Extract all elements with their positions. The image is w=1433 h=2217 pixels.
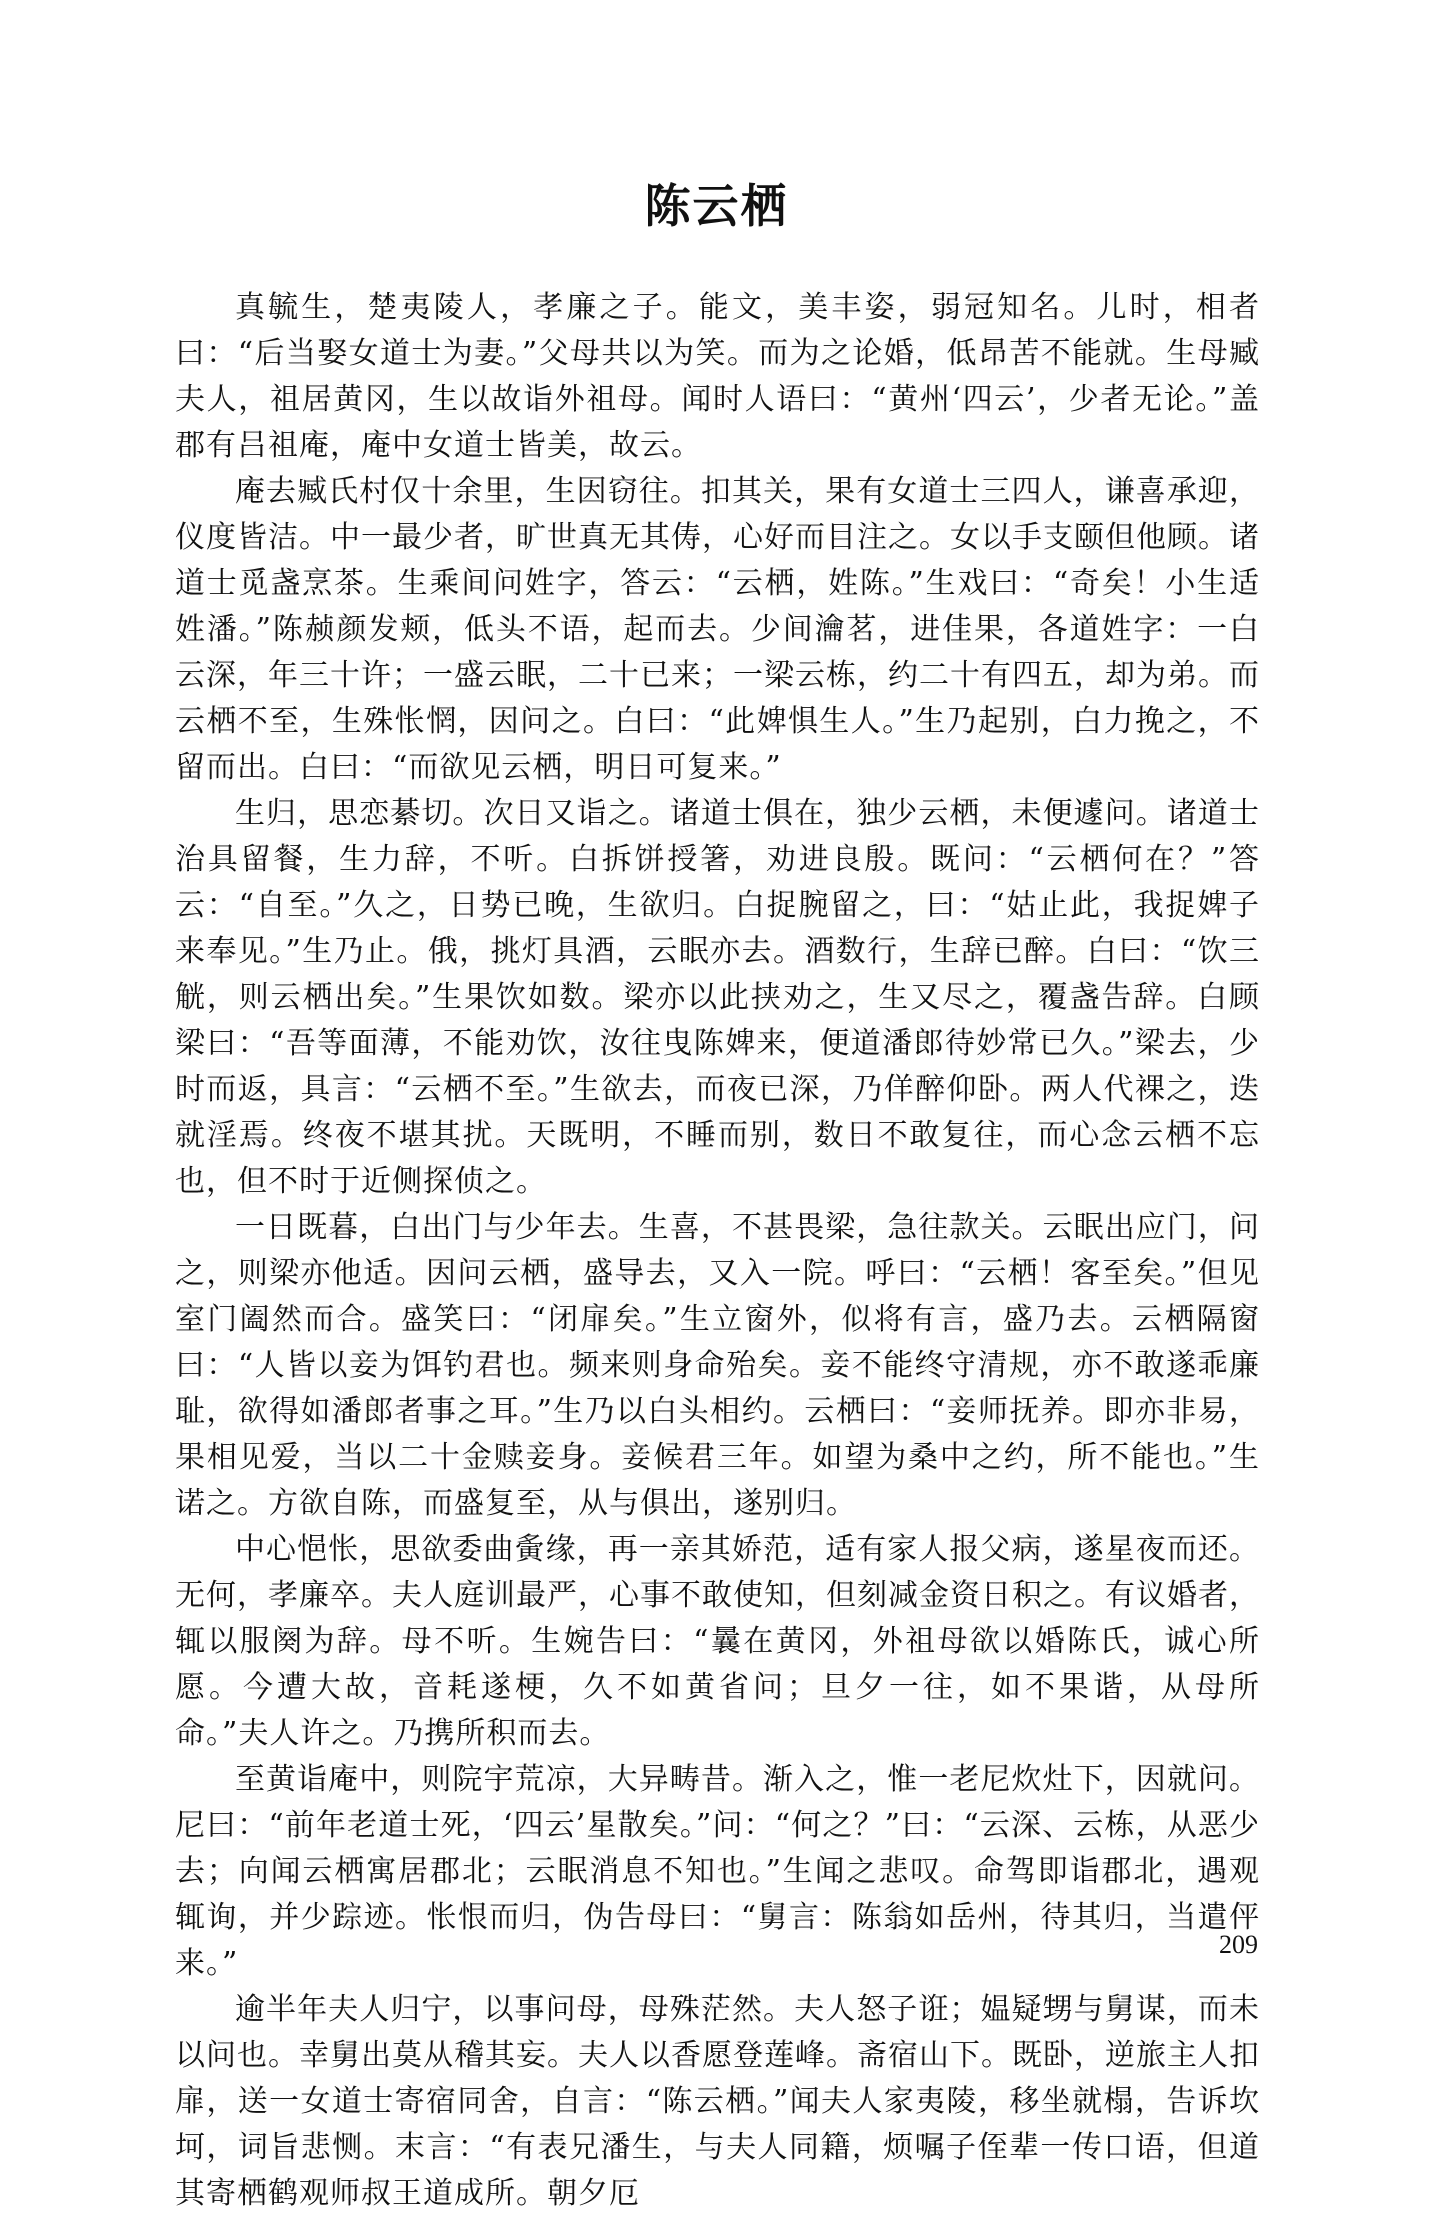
story-body — [175, 285, 1260, 2217]
paragraph: 中心悒怅，思欲委曲夤缘，再一亲其娇范，适有家人报父病，遂星夜而还。无何，孝廉卒。夫人庭训最严，心事不敢使知，但刻减金资日积之。有议婚者，辄以服阕为辞。母不听。生婉告曰：“曩在黄冈，外祖母欲以婚陈氏，诚心所愿。今遭大故，音耗遂梗，久不如黄省问；旦夕一往，如不果谐，从母所命。”夫人许之。乃携所积而去。 — [175, 1532, 1260, 1751]
paragraph: 逾半年夫人归宁，以事问母，母殊茫然。夫人怒子诳；媪疑甥与舅谋，而未以问也。幸舅出莫从稽其妄。夫人以香愿登莲峰。斋宿山下。既卧，逆旅主人扣扉，送一女道士寄宿同舍，自言：“陈云栖。”闻夫人家夷陵，移坐就榻，告诉坎坷，词旨悲恻。末言：“有表兄潘生，与夫人同籍，烦嘱子侄辈一传口语，但道其寄栖鹤观师叔王道成所。朝夕厄 — [175, 1992, 1260, 2211]
page-number: 209 — [1219, 1930, 1258, 1959]
paragraph: 一日既暮，白出门与少年去。生喜，不甚畏梁，急往款关。云眠出应门，问之，则梁亦他适。因问云栖，盛导去，又入一院。呼曰：“云栖！客至矣。”但见室门阖然而合。盛笑曰：“闭扉矣。”生立窗外，似将有言，盛乃去。云栖隔窗曰：“人皆以妾为饵钓君也。频来则身命殆矣。妾不能终守清规，亦不敢遂乖廉耻，欲得如潘郎者事之耳。”生乃以白头相约。云栖曰：“妾师抚养。即亦非易，果相见爱，当以二十金赎妾身。妾候君三年。如望为桑中之约，所不能也。”生诺之。方欲自陈，而盛复至，从与俱出，遂别归。 — [175, 1210, 1260, 1521]
paragraph: 庵去臧氏村仅十余里，生因窃往。扣其关，果有女道士三四人，谦喜承迎，仪度皆洁。中一最少者，旷世真无其俦，心好而目注之。女以手支颐但他顾。诸道士觅盏烹茶。生乘间问姓字，答云：“云栖，姓陈。”生戏曰：“奇矣！小生适姓潘。”陈赪颜发颊，低头不语，起而去。少间瀹茗，进佳果，各道姓字：一白云深，年三十许；一盛云眠，二十已来；一梁云栋，约二十有四五，却为弟。而云栖不至，生殊怅惘，因问之。白曰：“此婢惧生人。”生乃起别，白力挽之，不留而出。白曰：“而欲见云栖，明日可复来。” — [175, 474, 1260, 785]
paragraph: 真毓生，楚夷陵人，孝廉之子。能文，美丰姿，弱冠知名。儿时，相者曰：“后当娶女道士为妻。”父母共以为笑。而为之论婚，低昂苦不能就。生母臧夫人，祖居黄冈，生以故诣外祖母。闻时人语曰：“黄州‘四云’，少者无论。”盖郡有吕祖庵，庵中女道士皆美，故云。 — [175, 290, 1260, 463]
page-title: 陈云栖 — [644, 179, 789, 233]
paragraph: 生归，思恋綦切。次日又诣之。诸道士俱在，独少云栖，未便遽问。诸道士治具留餐，生力辞，不听。白拆饼授箸，劝进良殷。既问：“云栖何在？”答云：“自至。”久之，日势已晚，生欲归。白捉腕留之，曰：“姑止此，我捉婢子来奉见。”生乃止。俄，挑灯具酒，云眠亦去。酒数行，生辞已醉。白曰：“饮三觥，则云栖出矣。”生果饮如数。梁亦以此挟劝之，生又尽之，覆盏告辞。白顾梁曰：“吾等面薄，不能劝饮，汝往曳陈婢来，便道潘郎待妙常已久。”梁去，少时而返，具言：“云栖不至。”生欲去，而夜已深，乃佯醉仰卧。两人代裸之，迭就淫焉。终夜不堪其扰。天既明，不睡而别，数日不敢复往，而心念云栖不忘也，但不时于近侧探侦之。 — [175, 796, 1260, 1199]
paragraph: 至黄诣庵中，则院宇荒凉，大异畴昔。渐入之，惟一老尼炊灶下，因就问。尼曰：“前年老道士死，‘四云’星散矣。”问：“何之？”曰：“云深、云栋，从恶少去；向闻云栖寓居郡北；云眠消息不知也。”生闻之悲叹。命驾即诣郡北，遇观辄询，并少踪迹。怅恨而归，伪告母曰：“舅言：陈翁如岳州，待其归，当遣伻来。” — [175, 1762, 1260, 1981]
